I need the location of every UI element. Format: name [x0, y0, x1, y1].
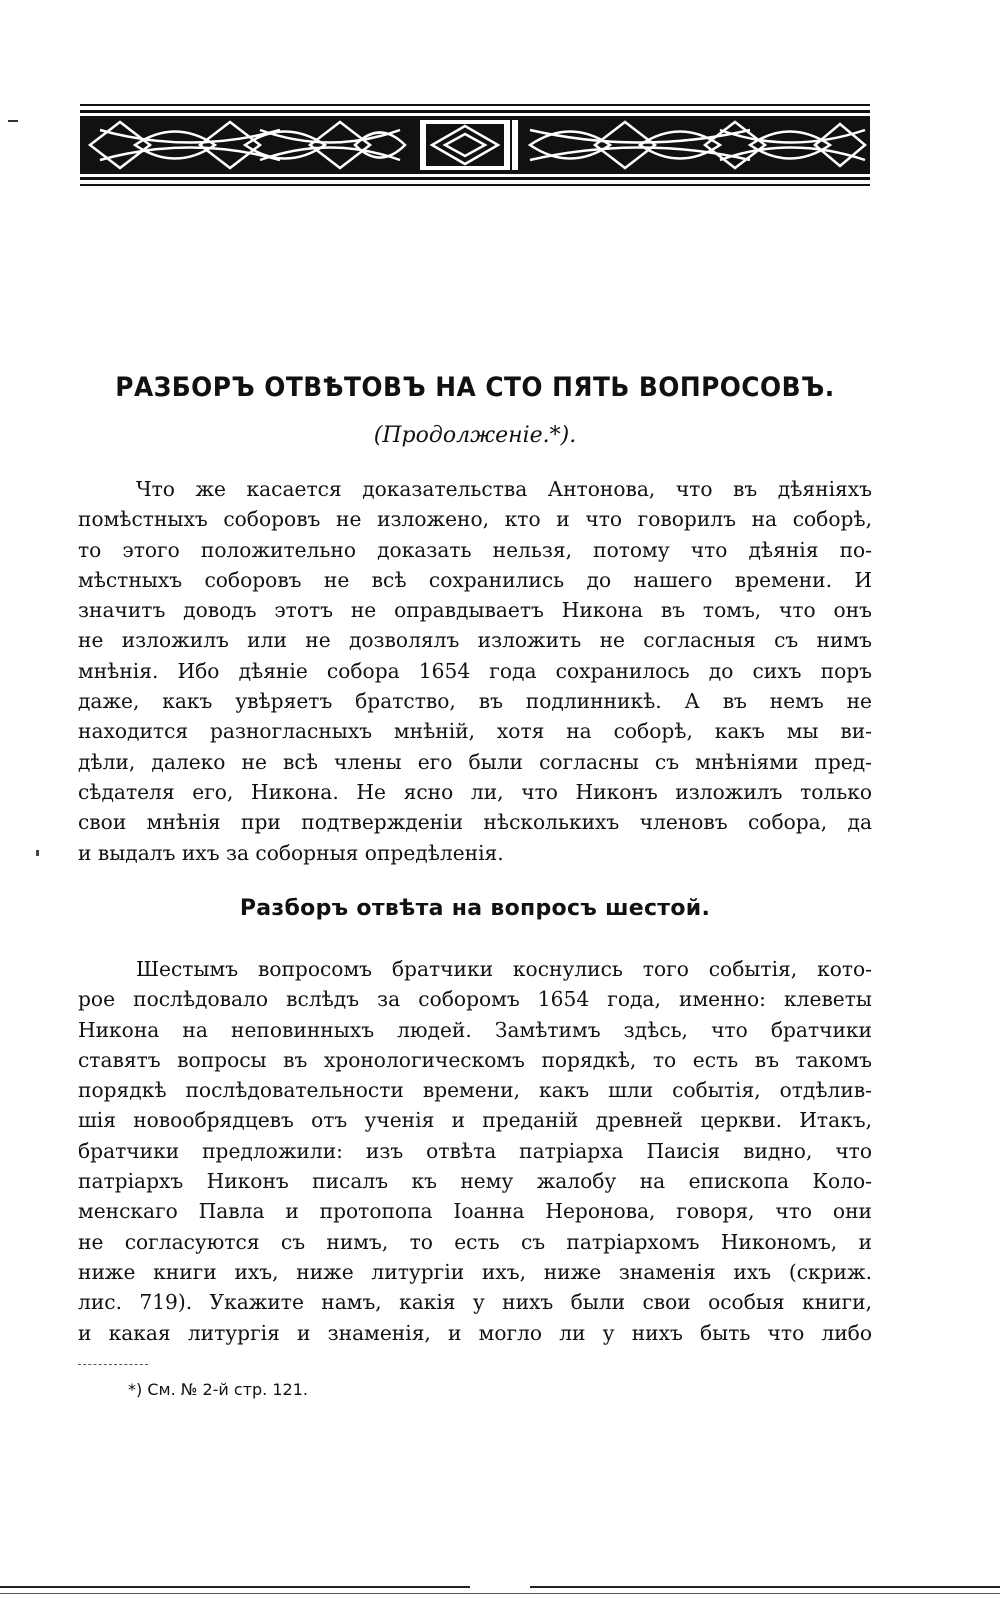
text-line: Что же касается доказательства Антонова, что въ дѣяніяхъ: [136, 477, 872, 501]
text-line: братчики предложили: изъ отвѣта патріарха Паисія видно, что: [78, 1138, 872, 1163]
text-line: ниже книги ихъ, ниже литургіи ихъ, ниже знаменія ихъ (скриж.: [78, 1259, 872, 1284]
text-line: даже, какъ увѣряетъ братство, въ подлинникѣ. А въ немъ не: [78, 689, 872, 714]
text-line: рое послѣдовало вслѣдъ за соборомъ 1654 года, именно: клеветы: [78, 987, 872, 1012]
text-line: и какая литургія и знаменія, и могло ли у нихъ быть что либо: [78, 1320, 872, 1345]
text-line: свои мнѣнія при подтвержденіи нѣсколькихъ членовъ собора, да: [78, 810, 872, 835]
page-bottom-rule: [0, 1586, 470, 1588]
footnote: *) См. № 2-й стр. 121.: [128, 1380, 308, 1399]
text-line: помѣстныхъ соборовъ не изложено, кто и что говорилъ на соборѣ,: [78, 507, 872, 532]
text-line: значитъ доводъ этотъ не оправдываетъ Никона въ томъ, что онъ: [78, 598, 872, 623]
header-ornament: [80, 100, 870, 192]
body-paragraph: [78, 474, 872, 868]
footnote-rule: [78, 1364, 148, 1365]
text-line: и выдалъ ихъ за соборныя опредѣленія.: [78, 840, 504, 865]
text-line: менскаго Павла и протопопа Іоанна Неронова, говоря, что они: [78, 1199, 872, 1224]
section-heading: Разборъ отвѣта на вопросъ шестой.: [239, 896, 711, 921]
text-line: мѣстныхъ соборовъ не всѣ сохранились до нашего времени. И: [78, 567, 872, 592]
page-bottom-rule: [0, 1593, 1000, 1594]
article-subtitle: (Продолженіе.*).: [373, 423, 577, 448]
text-line: то этого положительно доказать нельзя, потому что дѣянія по-: [78, 537, 872, 562]
text-line: Шестымъ вопросомъ братчики коснулись того событія, кото-: [136, 957, 872, 981]
text-line: ставятъ вопросы въ хронологическомъ порядкѣ, то есть въ такомъ: [78, 1047, 872, 1072]
page-bottom-rule: [530, 1586, 1000, 1588]
text-line: дѣли, далеко не всѣ члены его были согласны съ мнѣніями пред-: [78, 749, 872, 774]
scan-mark: [36, 850, 39, 856]
text-line: порядкѣ послѣдовательности времени, какъ шли событія, отдѣлив-: [78, 1078, 872, 1103]
text-line: находится разногласныхъ мнѣній, хотя на соборѣ, какъ мы ви-: [78, 719, 872, 744]
body-paragraph: [78, 954, 872, 1348]
text-line: не согласуются съ нимъ, то есть съ патріархомъ Никономъ, и: [78, 1229, 872, 1254]
text-line: мнѣнія. Ибо дѣяніе собора 1654 года сохранилось до сихъ поръ: [78, 658, 872, 683]
scan-mark: [8, 120, 18, 122]
article-title: РАЗБОРЪ ОТВѢТОВЪ НА СТО ПЯТЬ ВОПРОСОВЪ.: [115, 372, 835, 403]
text-line: сѣдателя его, Никона. Не ясно ли, что Никонъ изложилъ только: [78, 779, 872, 804]
text-line: патріархъ Никонъ писалъ къ нему жалобу на епископа Коло-: [78, 1169, 872, 1194]
text-line: Никона на неповинныхъ людей. Замѣтимъ здѣсь, что братчики: [78, 1017, 872, 1042]
text-line: лис. 719). Укажите намъ, какія у нихъ были свои особыя книги,: [78, 1290, 872, 1315]
text-line: шія новообрядцевъ отъ ученія и преданій древней церкви. Итакъ,: [78, 1108, 872, 1133]
text-line: не изложилъ или не дозволялъ изложить не согласныя съ нимъ: [78, 628, 872, 653]
